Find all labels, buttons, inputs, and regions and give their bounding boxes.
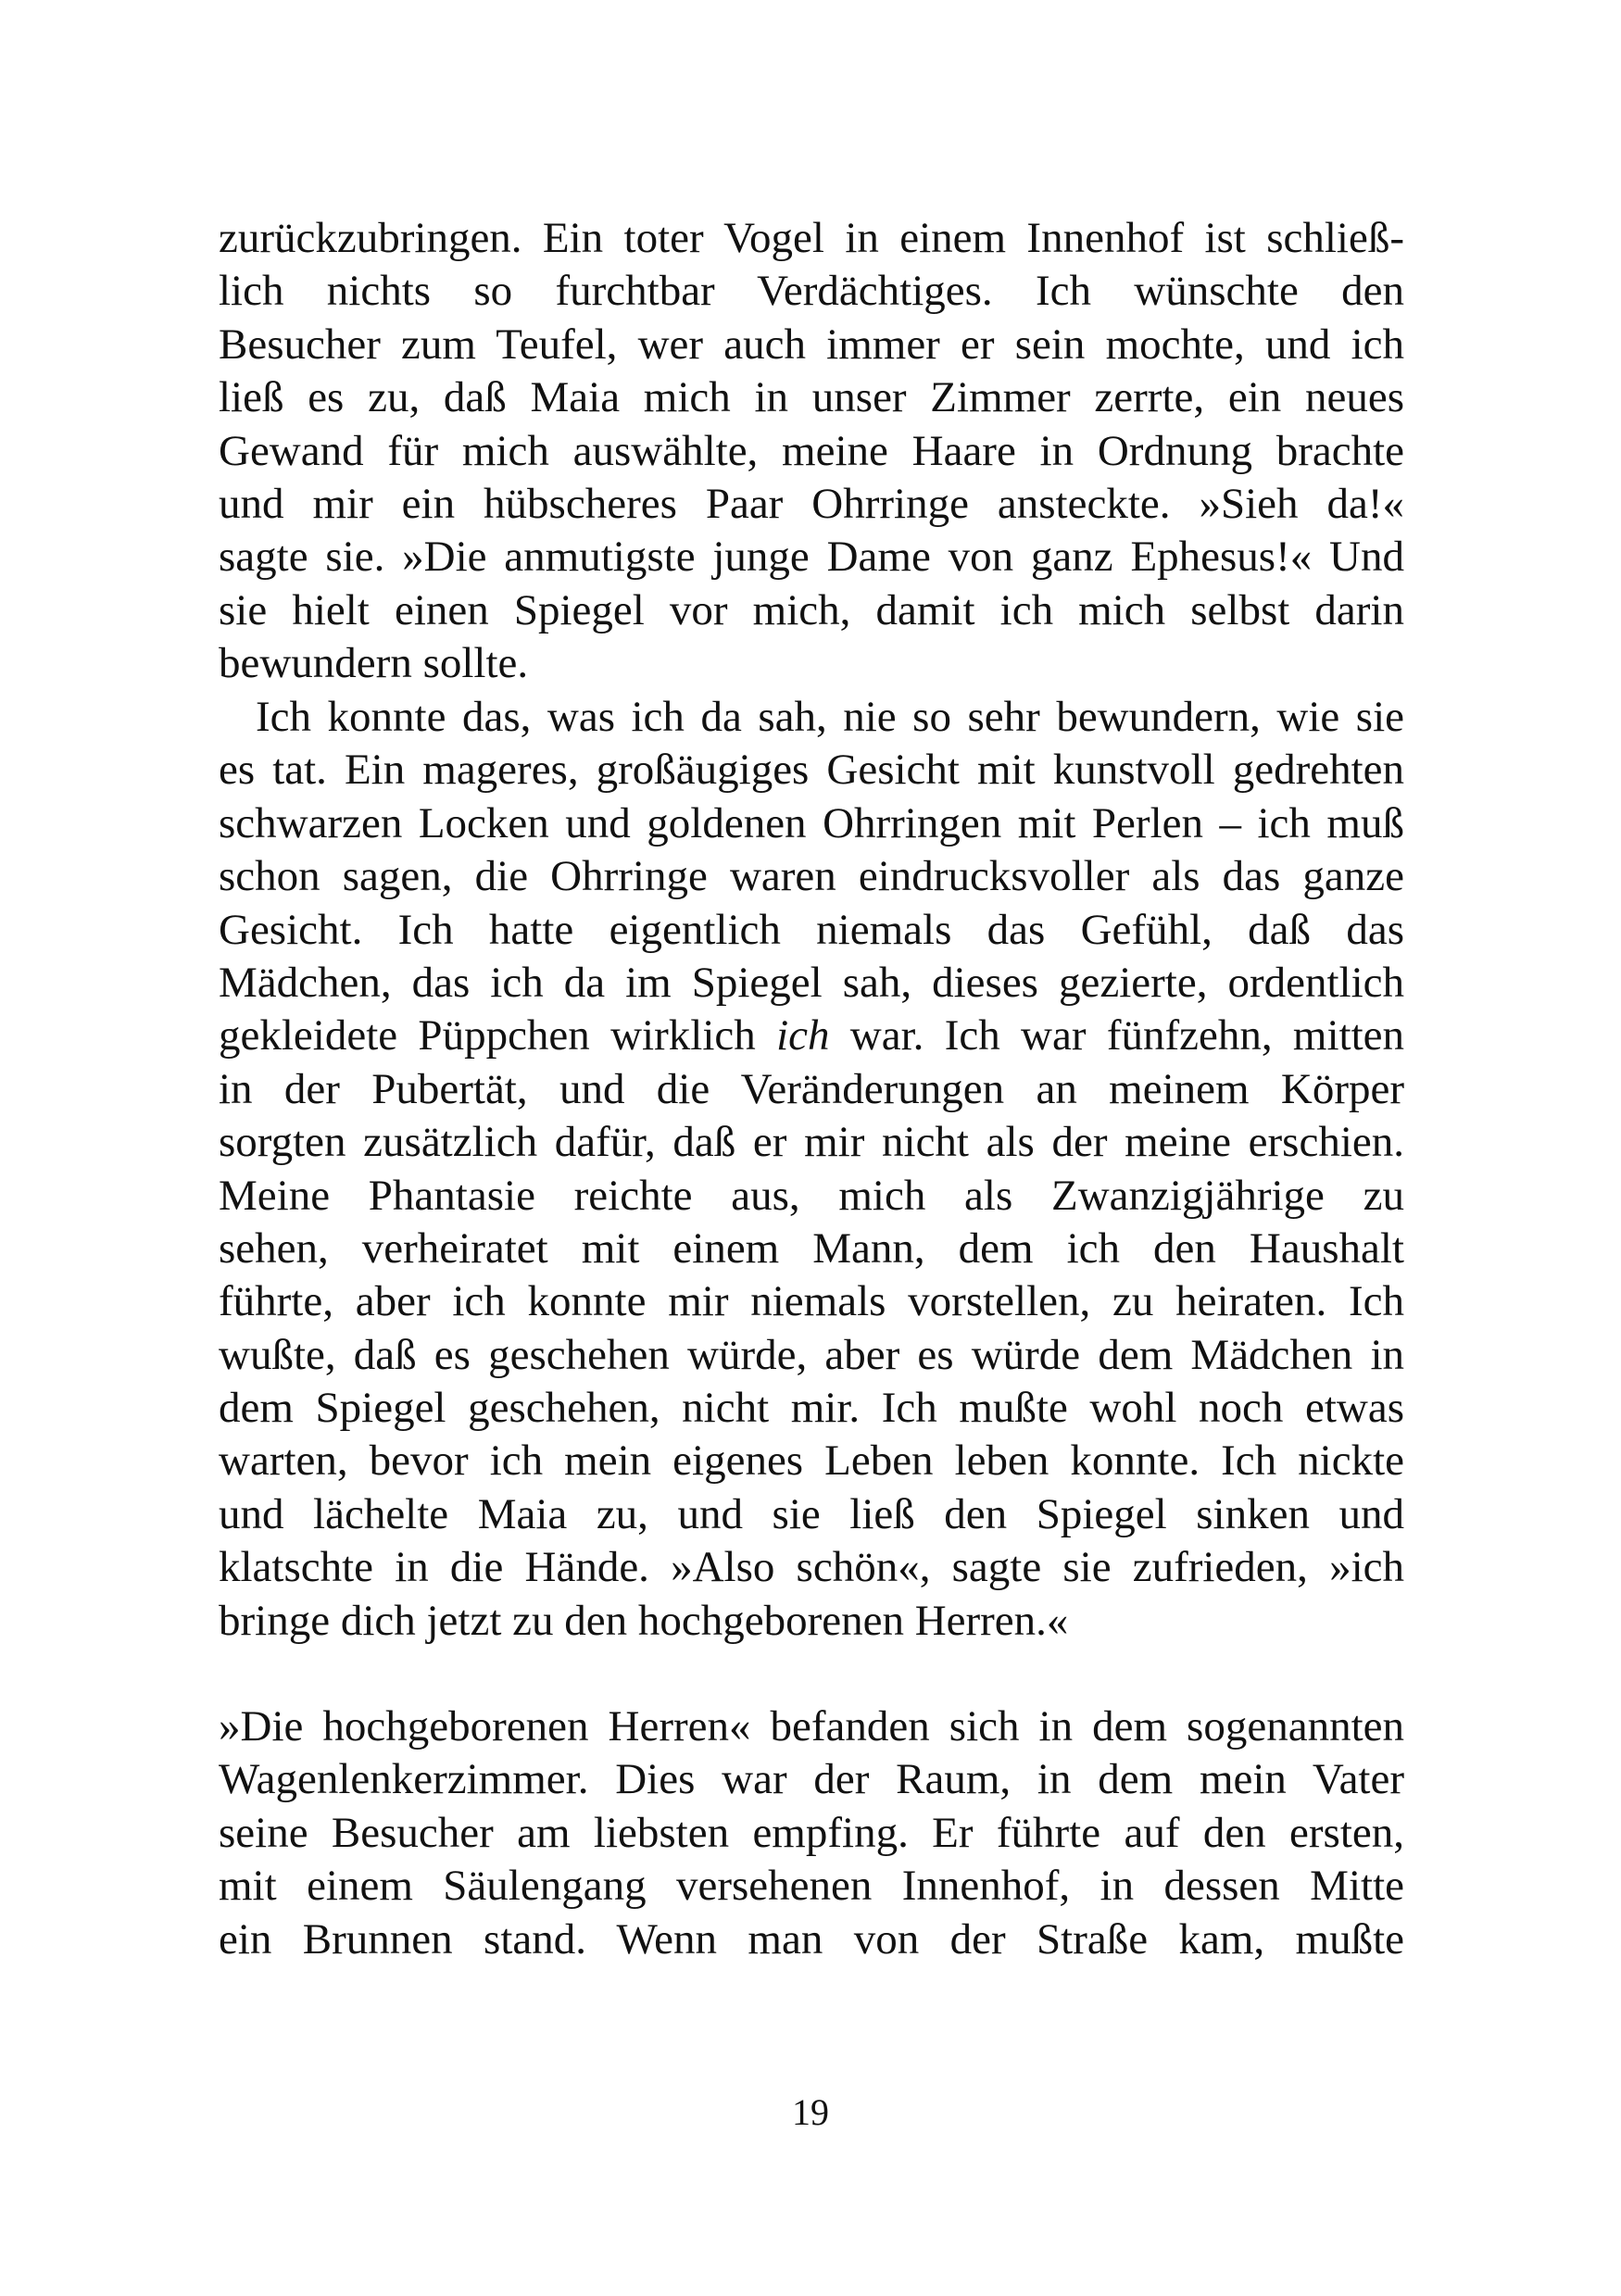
text-line: mit einem Säulengang versehenen Innenhof, in dessen Mitte	[219, 1862, 1404, 1911]
text-line: »Die hochgeborenen Herren« befanden sich in dem sogenannten	[219, 1702, 1404, 1750]
text-line: klatschte in die Hände. »Also schön«, sagte sie zufrieden, »ich	[219, 1543, 1404, 1592]
text-line: bewundern sollte.	[219, 639, 529, 688]
page-number: 19	[792, 2091, 829, 2133]
text-line: Ich konnte das, was ich da sah, nie so sehr bewundern, wie sie	[256, 693, 1404, 741]
text-line: Meine Phantasie reichte aus, mich als Zwanzigjährige zu	[219, 1171, 1404, 1220]
text-line: seine Besucher am liebsten empfing. Er führte auf den ersten,	[219, 1808, 1404, 1857]
text-line: lich nichts so furchtbar Verdächtiges. Ich wünschte den	[219, 267, 1404, 316]
text-line: Wagenlenkerzimmer. Dies war der Raum, in dem mein Vater	[219, 1755, 1404, 1804]
text-line: Besucher zum Teufel, wer auch immer er sein mochte, und ich	[219, 320, 1404, 369]
text-line: wußte, daß es geschehen würde, aber es würde dem Mädchen in	[219, 1330, 1404, 1379]
text-line: bringe dich jetzt zu den hochgeborenen Herren.«	[219, 1596, 1069, 1645]
text-line: und lächelte Maia zu, und sie ließ den Spiegel sinken und	[219, 1489, 1404, 1538]
text-line: schwarzen Locken und goldenen Ohrringen mit Perlen – ich muß	[219, 798, 1404, 847]
text-run: war. Ich war fünfzehn, mitten	[829, 1011, 1405, 1060]
text-line: schon sagen, die Ohrringe waren eindrucksvoller als das ganze	[219, 852, 1404, 901]
text-line: sie hielt einen Spiegel vor mich, damit ich mich selbst darin	[219, 585, 1404, 634]
text-line: Mädchen, das ich da im Spiegel sah, dieses gezierte, ordentlich	[219, 958, 1404, 1007]
text-line: führte, aber ich konnte mir niemals vorstellen, zu heiraten. Ich	[219, 1277, 1404, 1326]
text-line: sehen, verheiratet mit einem Mann, dem ich den Haushalt	[219, 1223, 1404, 1273]
text-line: Gesicht. Ich hatte eigentlich niemals das Gefühl, daß das	[219, 905, 1404, 954]
paragraph	[219, 691, 1404, 1648]
paragraph	[219, 1700, 1404, 1966]
text-line: ließ es zu, daß Maia mich in unser Zimmer zerrte, ein neues	[219, 373, 1404, 422]
text-line	[219, 1010, 1404, 1062]
text-line: und mir ein hübscheres Paar Ohrringe ansteckte. »Sieh da!«	[219, 479, 1404, 528]
text-line: sorgten zusätzlich dafür, daß er mir nicht als der meine erschien.	[219, 1118, 1404, 1167]
paragraph	[219, 212, 1404, 691]
text-line: dem Spiegel geschehen, nicht mir. Ich mußte wohl noch etwas	[219, 1384, 1404, 1433]
text-line: warten, bevor ich mein eigenes Leben leben konnte. Ich nickte	[219, 1437, 1404, 1486]
text-line: zurückzubringen. Ein toter Vogel in einem Innenhof ist schließ-	[219, 214, 1404, 262]
text-line: ein Brunnen stand. Wenn man von der Straße kam, mußte	[219, 1914, 1404, 1964]
text-run: gekleidete Püppchen wirklich	[219, 1011, 777, 1060]
text-line: Gewand für mich auswählte, meine Haare in Ordnung brachte	[219, 426, 1404, 475]
text-line: sagte sie. »Die anmutigste junge Dame von ganz Ephesus!« Und	[219, 533, 1404, 582]
text-line: es tat. Ein mageres, großäugiges Gesicht mit kunstvoll gedrehten	[219, 746, 1404, 795]
italic-word: ich	[776, 1011, 830, 1060]
text-line: in der Pubertät, und die Veränderungen an meinem Körper	[219, 1064, 1404, 1113]
